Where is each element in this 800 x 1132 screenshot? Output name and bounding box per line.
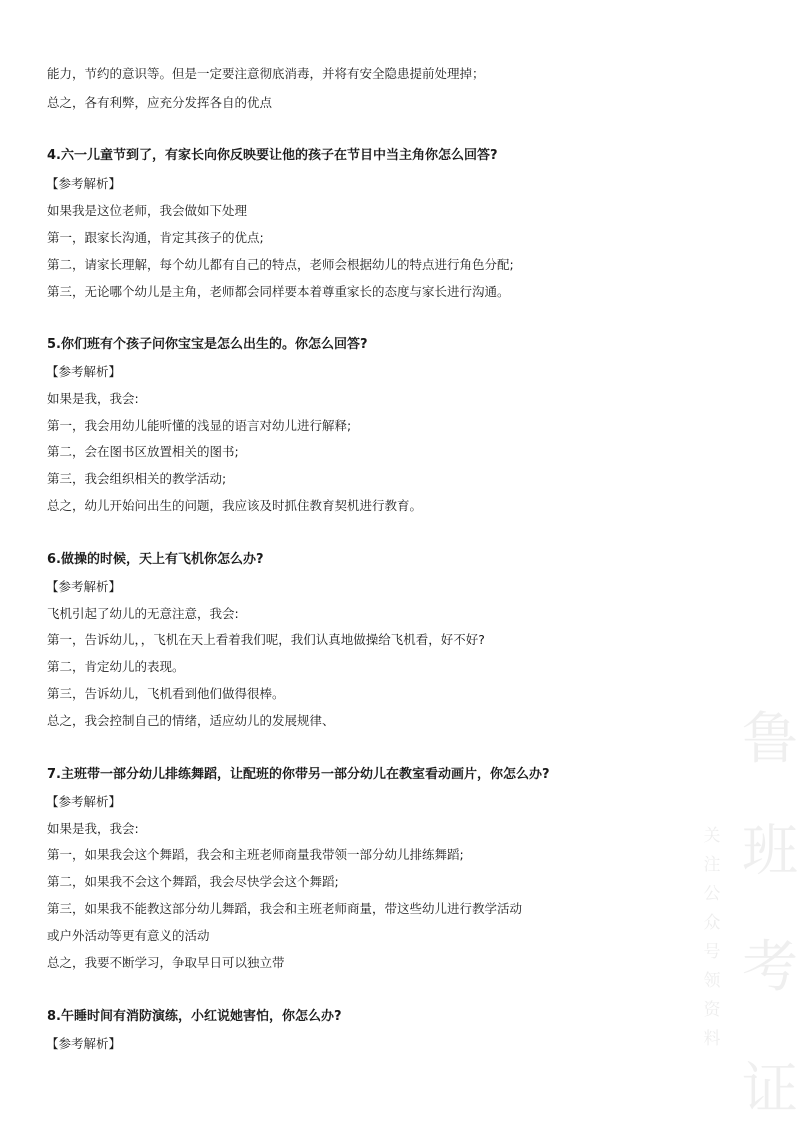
watermark-char: 证 <box>742 1057 798 1122</box>
watermark-char: 班 <box>742 819 798 884</box>
text-line: 飞机引起了幼儿的无意注意，我会: <box>47 606 239 621</box>
answer-label: 【参考解析】 <box>46 364 122 379</box>
text-line: 总之，幼儿开始问出生的问题，我应该及时抓住教育契机进行教育。 <box>47 498 423 513</box>
text-line: 第一，我会用幼儿能听懂的浅显的语言对幼儿进行解释; <box>47 418 352 433</box>
text-line: 如果我是这位老师，我会做如下处理 <box>47 203 248 218</box>
text-line: 第一，告诉幼儿，，飞机在天上看着我们呢，我们认真地做操给飞机看，好不好? <box>47 632 485 647</box>
question-heading: 8.午睡时间有消防演练，小红说她害怕，你怎么办? <box>47 1009 342 1024</box>
text-line: 能力，节约的意识等。但是一定要注意彻底消毒，并将有安全隐患提前处理掉； <box>47 66 485 81</box>
question-heading: 7.主班带一部分幼儿排练舞蹈，让配班的你带另一部分幼儿在教室看动画片，你怎么办? <box>47 767 550 782</box>
question-heading: 4.六一儿童节到了，有家长向你反映要让他的孩子在节目中当主角你怎么回答? <box>47 148 498 163</box>
text-line: 第三，我会组织相关的教学活动; <box>47 471 227 486</box>
question-heading: 5.你们班有个孩子问你宝宝是怎么出生的。你怎么回答? <box>47 337 368 352</box>
text-line: 总之，我会控制自己的情绪，适应幼儿的发展规律、 <box>47 713 335 728</box>
text-line: 第三，告诉幼儿，飞机看到他们做得很棒。 <box>47 686 285 701</box>
text-line: 第二，肯定幼儿的表现。 <box>47 659 185 674</box>
text-line: 第一，跟家长沟通，肯定其孩子的优点; <box>47 230 264 245</box>
text-line: 第三，如果我不能教这部分幼儿舞蹈，我会和主班老师商量，带这些幼儿进行教学活动 <box>47 901 523 916</box>
watermark-char: 鲁 <box>742 707 798 772</box>
text-line: 如果是我，我会: <box>47 391 139 406</box>
text-line: 第一，如果我会这个舞蹈，我会和主班老师商量我带领一部分幼儿排练舞蹈; <box>47 847 464 862</box>
text-line: 第二，会在图书区放置相关的图书; <box>47 444 239 459</box>
text-line: 第三，无论哪个幼儿是主角，老师都会同样要本着尊重家长的态度与家长进行沟通。 <box>47 284 510 299</box>
watermark-vertical-text: 关注公众号领资料 <box>703 826 721 1049</box>
text-line: 如果是我，我会: <box>47 821 139 836</box>
text-line: 第二，如果我不会这个舞蹈，我会尽快学会这个舞蹈; <box>47 874 339 889</box>
text-line: 总之，各有利弊，应充分发挥各自的优点 <box>47 95 273 110</box>
text-line: 或户外活动等更有意义的活动 <box>47 928 210 943</box>
text-line: 第二，请家长理解，每个幼儿都有自己的特点，老师会根据幼儿的特点进行角色分配; <box>47 257 514 272</box>
answer-label: 【参考解析】 <box>46 1036 122 1051</box>
text-line: 总之，我要不断学习，争取早日可以独立带 <box>47 955 285 970</box>
answer-label: 【参考解析】 <box>46 176 122 191</box>
question-heading: 6.做操的时候，天上有飞机你怎么办? <box>47 552 264 567</box>
answer-label: 【参考解析】 <box>46 579 122 594</box>
watermark-char: 考 <box>742 935 798 1000</box>
answer-label: 【参考解析】 <box>46 794 122 809</box>
